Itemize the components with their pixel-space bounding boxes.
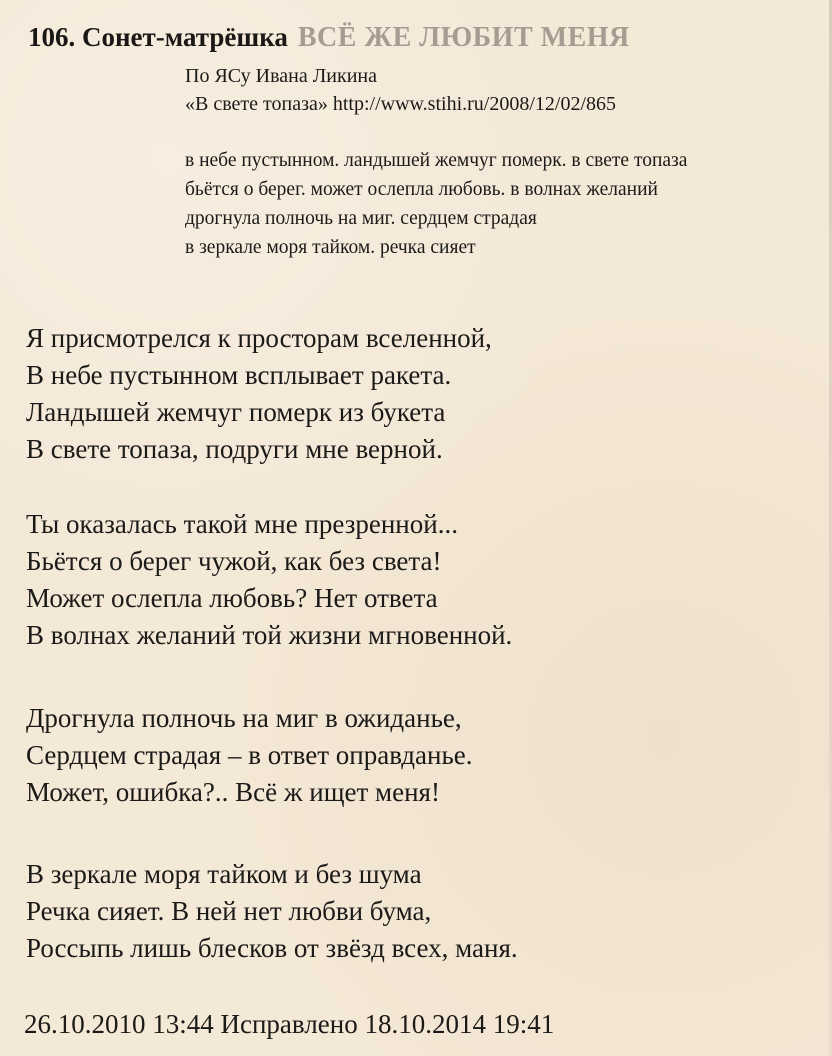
poem-subtitle: ВСЁ ЖЕ ЛЮБИТ МЕНЯ [297, 22, 630, 53]
verse-line: В небе пустынном всплывает ракета. [26, 360, 452, 390]
verse-line: Ландышей жемчуг померк из букета [26, 397, 446, 427]
title-line [28, 22, 630, 54]
verse-line: Россыпь лишь блесков от звёзд всех, маня. [26, 933, 518, 963]
poem-title: 106. Сонет-матрёшка [28, 22, 288, 52]
verse-line: Дрогнула полночь на миг в ожиданье, [26, 703, 462, 733]
source-attribution [185, 62, 616, 118]
epigraph-line: дрогнула полночь на миг. сердцем страдая [185, 208, 537, 229]
source-link-line: «В свете топаза» http://www.stihi.ru/2008/12/02/865 [185, 93, 617, 115]
verse-line: Сердцем страдая – в ответ оправданье. [26, 740, 473, 770]
verse-line: Может ослепла любовь? Нет ответа [26, 583, 438, 613]
verse-line: В зеркале моря тайком и без шума [26, 859, 422, 889]
source-author-line: По ЯСу Ивана Ликина [185, 65, 377, 87]
verse-line: Речка сияет. В ней нет любви бума, [26, 896, 432, 926]
verse-line: В волнах желаний той жизни мгновенной. [26, 620, 513, 650]
epigraph [185, 146, 687, 262]
epigraph-line: в небе пустынном. ландышей жемчуг померк. в свете топаза [185, 150, 688, 171]
verse-line: Может, ошибка?.. Всё ж ищет меня! [26, 777, 440, 807]
stanza-3 [26, 700, 473, 811]
verse-line: Бьётся о берег чужой, как без света! [26, 546, 442, 576]
footer-dates: 26.10.2010 13:44 Исправлено 18.10.2014 19:41 [24, 1009, 555, 1039]
verse-line: Я присмотрелся к просторам вселенной, [26, 323, 492, 353]
verse-line: В свете топаза, подруги мне верной. [26, 434, 443, 464]
stanza-4 [26, 856, 518, 967]
verse-line: Ты оказалась такой мне презренной... [26, 509, 458, 539]
epigraph-line: бьётся о берег. может ослепла любовь. в волнах желаний [185, 179, 658, 200]
stanza-1 [26, 320, 492, 468]
stanza-2 [26, 506, 512, 654]
epigraph-line: в зеркале моря тайком. речка сияет [185, 237, 476, 258]
